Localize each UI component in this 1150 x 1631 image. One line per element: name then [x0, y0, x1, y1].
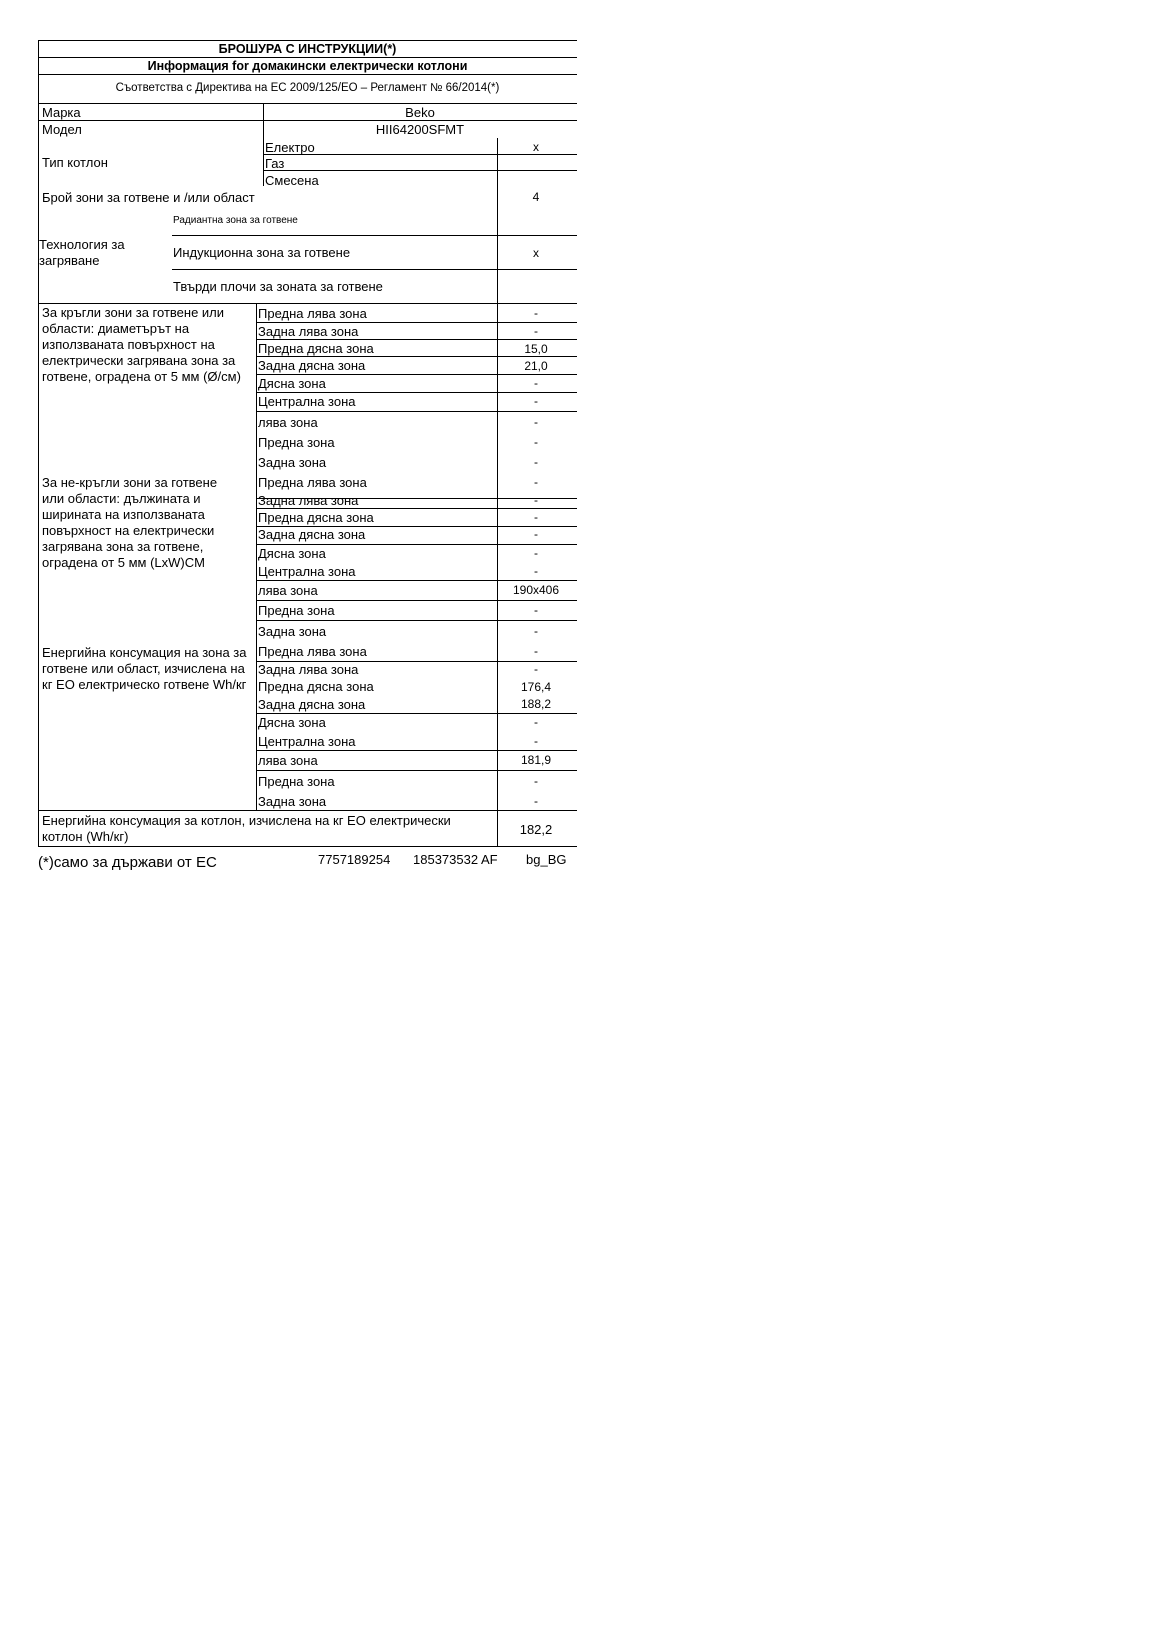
- zone-value: -: [534, 455, 538, 469]
- zone-value: 176,4: [520, 680, 552, 694]
- model-value: HII64200SFMT: [375, 122, 465, 137]
- document-title: БРОШУРА С ИНСТРУКЦИИ(*): [218, 42, 397, 56]
- zone-value: -: [534, 624, 538, 638]
- zone-label: Централна зона: [258, 394, 356, 409]
- zone-value: -: [534, 394, 538, 408]
- zone-label: Предна зона: [258, 603, 335, 618]
- zone-value: -: [534, 510, 538, 524]
- zone-label: лява зона: [258, 583, 318, 598]
- zone-value: -: [534, 475, 538, 489]
- zone-value: -: [534, 493, 538, 507]
- zone-value: -: [534, 435, 538, 449]
- zone-label: Предна лява зона: [258, 306, 367, 321]
- zone-value: 190x406: [512, 583, 560, 597]
- brand-label: Марка: [42, 105, 81, 120]
- heating-tech-option: Радиантна зона за готвене: [173, 215, 298, 226]
- zone-label: Предна лява зона: [258, 644, 367, 659]
- zone-label: Предна лява зона: [258, 475, 367, 490]
- nonround-zones-label: За не-кръгли зони за готвене или области: дължината и ширината на използваната повърхност на електрически загрявана зона за готвене, оградена от 5 мм (LxW)CM: [42, 475, 218, 570]
- round-zones-label: За кръгли зони за готвене или области: диаметърът на използваната повърхност на електрически загрявана зона за готвене, оградена от 5 мм (Ø/см): [42, 305, 241, 384]
- zone-value: -: [534, 794, 538, 808]
- hob-type-option: Газ: [265, 156, 285, 171]
- energy-total-value: 182,2: [519, 822, 553, 837]
- heating-tech-option: Индукционна зона за готвене: [173, 245, 351, 260]
- zone-label: Задна лява зона: [258, 662, 359, 677]
- zone-value: -: [534, 662, 538, 676]
- zone-label: Предна зона: [258, 774, 335, 789]
- zone-label: Задна зона: [258, 794, 327, 809]
- zone-value: -: [534, 546, 538, 560]
- heating-tech-option: Твърди плочи за зоната за готвене: [173, 279, 383, 294]
- hob-type-option: Електро: [265, 140, 315, 155]
- zone-value: -: [534, 734, 538, 748]
- zone-label: Задна зона: [258, 624, 327, 639]
- footer-locale: bg_BG: [526, 852, 567, 867]
- footer-code: 7757189254: [318, 852, 391, 867]
- zone-value: -: [534, 324, 538, 338]
- zone-label: Задна зона: [258, 455, 327, 470]
- zone-value: 21,0: [524, 359, 548, 373]
- zone-label: Дясна зона: [258, 715, 326, 730]
- zone-value: -: [534, 774, 538, 788]
- zone-value: -: [534, 644, 538, 658]
- zone-value: -: [534, 603, 538, 617]
- zone-label: Дясна зона: [258, 376, 326, 391]
- document-subtitle: Информация for домакински електрически котлони: [147, 59, 468, 73]
- zone-label: Задна дясна зона: [258, 697, 366, 712]
- zone-label: Предна дясна зона: [258, 510, 374, 525]
- zones-count-label: Брой зони за готвене и /или област: [42, 190, 255, 205]
- zone-value: -: [534, 715, 538, 729]
- zone-label: Задна лява зона: [258, 493, 359, 508]
- zone-label: Задна дясна зона: [258, 358, 366, 373]
- hob-type-option-value: x: [533, 140, 539, 154]
- footer-code: 185373532 AF: [413, 852, 498, 867]
- energy-zones-label: Енергийна консумация на зона за готвене или област, изчислена на кг ЕО електрическо готвене Wh/кг: [42, 645, 247, 692]
- zone-value: -: [534, 564, 538, 578]
- zone-value: -: [534, 415, 538, 429]
- zone-value: 15,0: [524, 342, 548, 356]
- hob-type-option: Смесена: [265, 173, 319, 188]
- zone-label: Дясна зона: [258, 546, 326, 561]
- zone-label: Централна зона: [258, 564, 356, 579]
- heating-tech-option-value: x: [533, 246, 539, 260]
- zone-label: Предна дясна зона: [258, 341, 374, 356]
- zone-value: 181,9: [520, 753, 552, 767]
- zone-label: Предна дясна зона: [258, 679, 374, 694]
- zone-label: Задна дясна зона: [258, 527, 366, 542]
- zone-label: лява зона: [258, 415, 318, 430]
- zone-label: Предна зона: [258, 435, 335, 450]
- heating-tech-label: Технология за загряване: [39, 237, 125, 268]
- footer-note: (*)само за държави от ЕС: [38, 854, 217, 871]
- zone-label: Задна лява зона: [258, 324, 359, 339]
- compliance-text: Съответства с Директива на ЕС 2009/125/ЕО – Регламент № 66/2014(*): [115, 82, 500, 94]
- energy-total-label: Енергийна консумация за котлон, изчислена на кг ЕО електрически котлон (Wh/кг): [42, 813, 451, 844]
- hob-type-label: Тип котлон: [42, 155, 108, 170]
- zones-count-value: 4: [532, 190, 540, 204]
- brand-value: Beko: [405, 105, 435, 120]
- zone-label: Централна зона: [258, 734, 356, 749]
- zone-value: 188,2: [520, 697, 552, 711]
- zone-value: -: [534, 376, 538, 390]
- zone-value: -: [534, 527, 538, 541]
- model-label: Модел: [42, 122, 82, 137]
- zone-value: -: [534, 306, 538, 320]
- zone-label: лява зона: [258, 753, 318, 768]
